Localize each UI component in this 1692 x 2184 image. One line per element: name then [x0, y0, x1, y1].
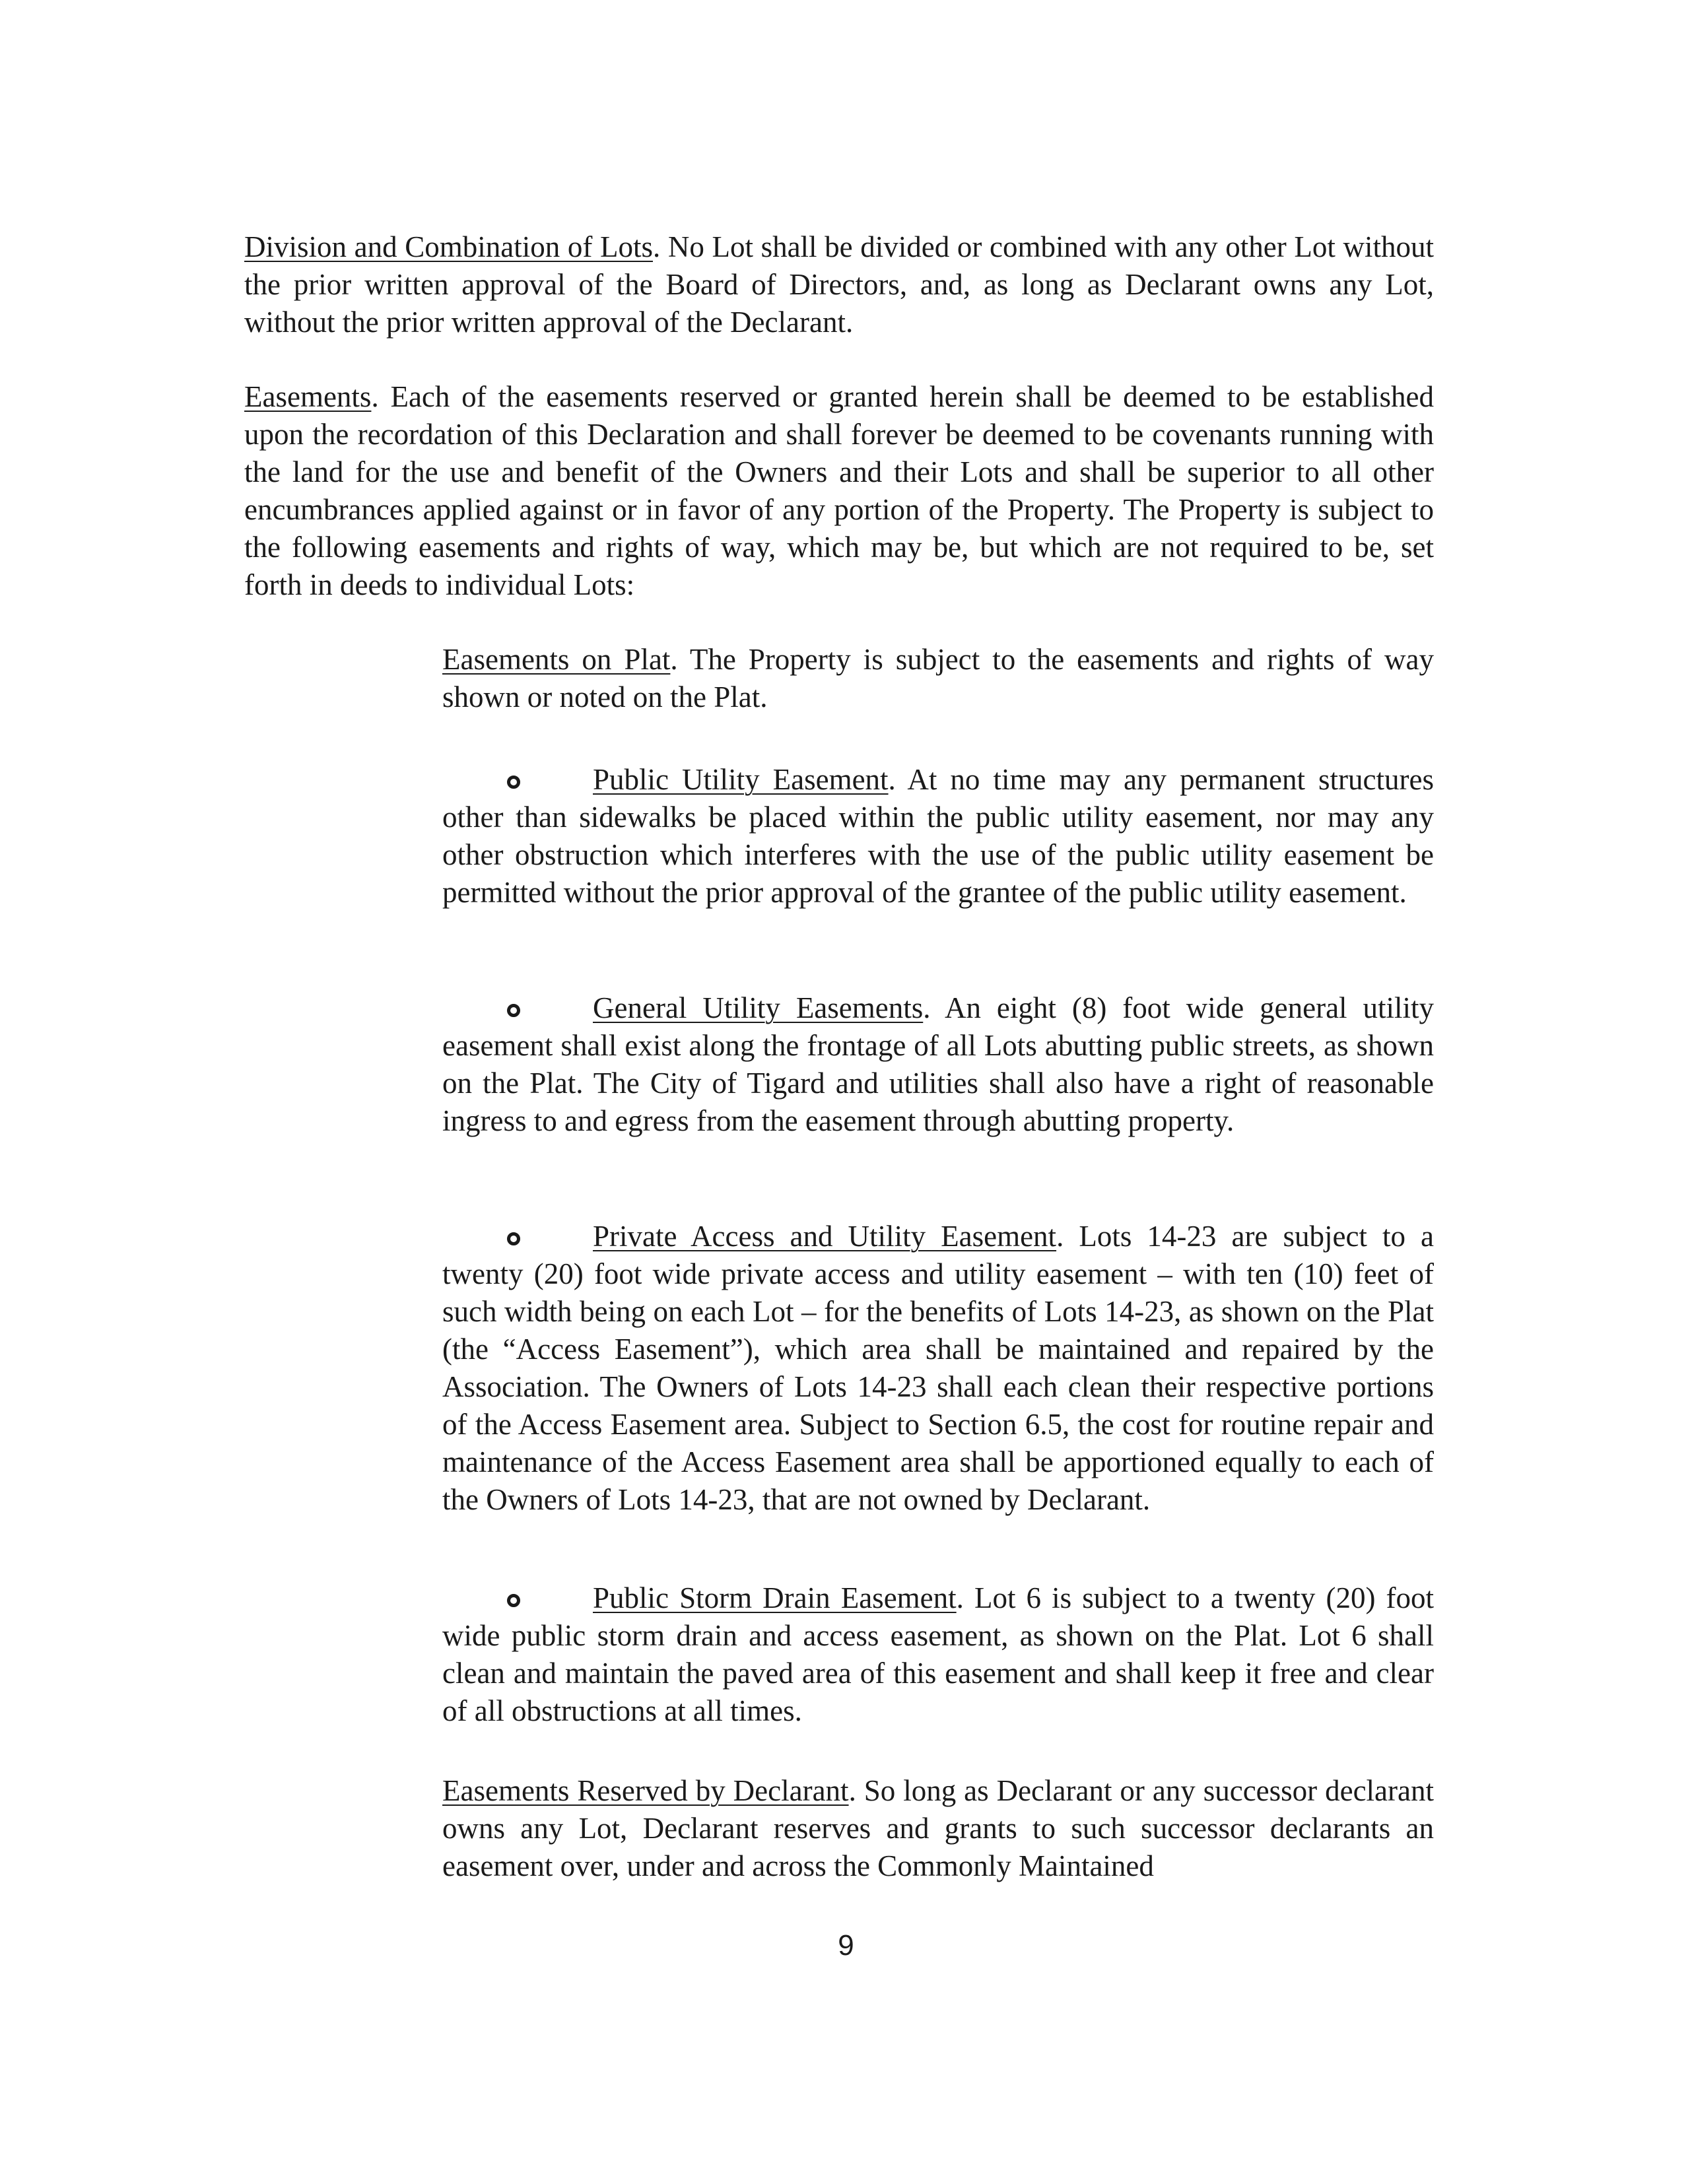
text-easements-reserved-by-declarant: . So long as Declarant or any successor declarant owns any Lot, Declarant reserves and grants to such successor declarants an easement over, under and across the Commonly Maintained: [442, 1774, 1434, 1882]
text-general-utility-easements: . An eight (8) foot wide general utility easement shall exist along the frontage of all Lots abutting public streets, as shown on the Plat. The City of Tigard and utilities shall also have a right of reasonable ingress to and egress from the easement through abutting property.: [442, 991, 1435, 1137]
text-public-storm-drain-easement: . Lot 6 is subject to a twenty (20) foot wide public storm drain and access easement, as shown on the Plat. Lot 6 shall clean and maintain the paved area of this easement and shall keep it free and clear of all obstructions at all times.: [442, 1581, 1434, 1727]
paragraph-easements-on-plat: [442, 641, 1434, 716]
heading-private-access-utility-easement: Private Access and Utility Easement: [593, 1220, 1057, 1253]
text-division-combination: . No Lot shall be divided or combined with any other Lot without the prior written approval of the Board of Directors, and, as long as Declarant owns any Lot, without the prior written approval of the Declarant.: [244, 230, 1434, 339]
paragraph-easements: [244, 378, 1434, 604]
text-public-utility-easement: . At no time may any permanent structures other than sidewalks be placed within the public utility easement, nor may any other obstruction which interferes with the use of the public utility easement be permitted without the prior approval of the grantee of the public utility easement.: [442, 763, 1434, 909]
heading-easements-on-plat: Easements on Plat: [442, 643, 671, 676]
heading-easements-reserved-by-declarant: Easements Reserved by Declarant: [442, 1774, 849, 1807]
paragraph-general-utility-easements: [442, 989, 1434, 1140]
heading-general-utility-easements: General Utility Easements: [593, 991, 924, 1024]
paragraph-division-combination: [244, 228, 1434, 341]
text-easements-on-plat: . The Property is subject to the easements and rights of way shown or noted on the Plat.: [442, 643, 1434, 713]
paragraph-public-storm-drain-easement: [442, 1579, 1434, 1730]
paragraph-private-access-utility-easement: [442, 1218, 1434, 1519]
page-number: 9: [838, 1929, 854, 1962]
heading-public-storm-drain-easement: Public Storm Drain Easement: [593, 1581, 957, 1614]
paragraph-easements-reserved-by-declarant: [442, 1772, 1434, 1885]
text-easements: . Each of the easements reserved or granted herein shall be deemed to be established upon the recordation of this Declaration and shall forever be deemed to be covenants running with the land for the use and benefit of the Owners and their Lots and shall be superior to all other encumbrances applied against or in favor of any portion of the Property. The Property is subject to the following easements and rights of way, which may be, but which are not required to be, set forth in deeds to individual Lots:: [244, 380, 1434, 601]
heading-public-utility-easement: Public Utility Easement: [593, 763, 889, 796]
text-private-access-utility-easement: . Lots 14-23 are subject to a twenty (20) foot wide private access and utility easement – with ten (10) feet of such width being on each Lot – for the benefits of Lots 14-23, as shown on the Plat (the “Access Easement”), which area shall be maintained and repaired by the Association. The Owners of Lots 14-23 shall each clean their respective portions of the Access Easement area. Subject to Section 6.5, the cost for routine repair and maintenance of the Access Easement area shall be apportioned equally to each of the Owners of Lots 14-23, that are not owned by Declarant.: [442, 1220, 1434, 1516]
paragraph-public-utility-easement: [442, 761, 1434, 911]
heading-division-combination: Division and Combination of Lots: [244, 230, 653, 263]
heading-easements: Easements: [244, 380, 372, 413]
